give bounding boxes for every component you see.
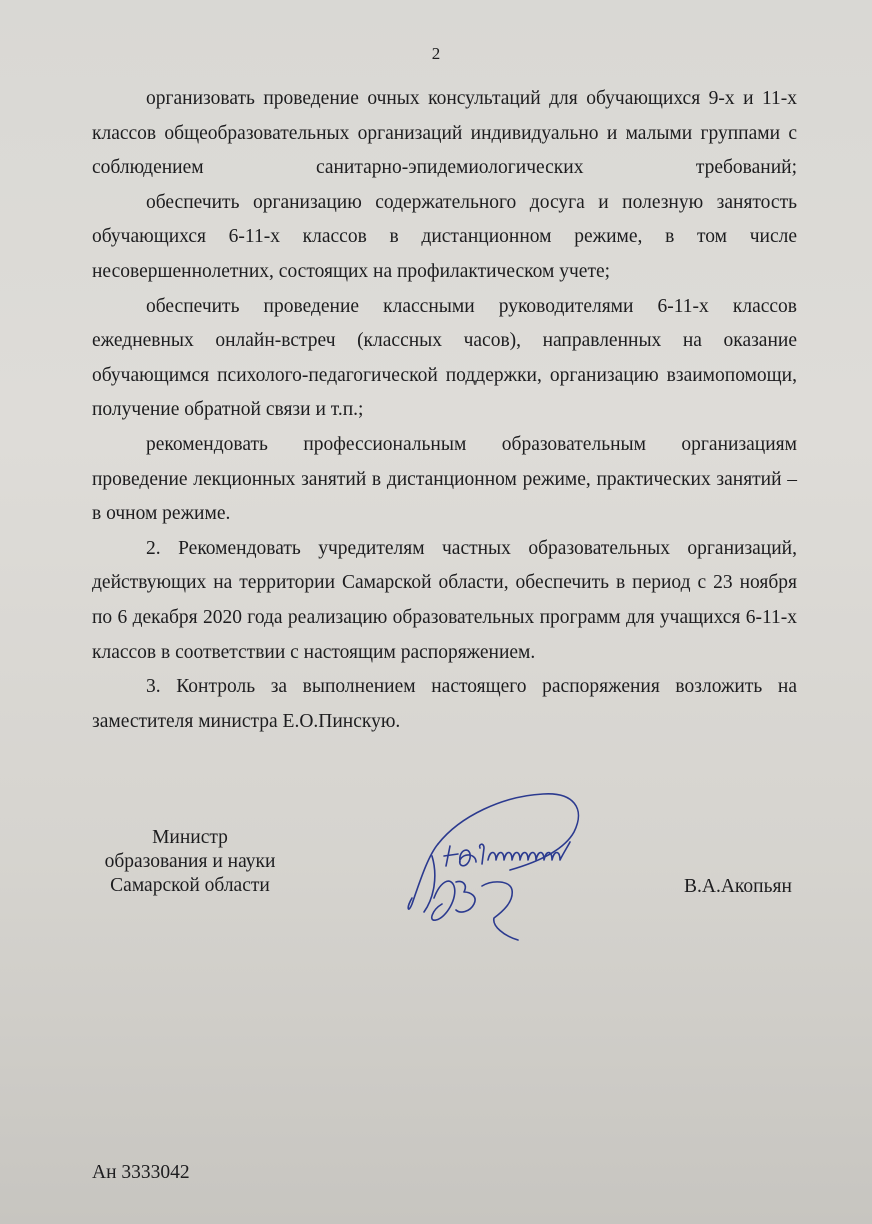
paragraph-vocational: рекомендовать профессиональным образовательным организациям проведение лекционных занятий в дистанционном режиме, практических занятий – в очном режиме. — [92, 433, 797, 525]
page-number: 2 — [431, 44, 441, 63]
paragraph-online-meetings: обеспечить проведение классными руководителями 6-11-х классов ежедневных онлайн-встреч (классных часов), направленных на оказание обучающимся психолого-педагогической поддержки, организацию взаимопомощи, получение обратной связи и т.п.; — [92, 295, 797, 421]
paragraph-control: 3. Контроль за выполнением настоящего распоряжения возложить на заместителя министра Е.О.Пинскую. — [92, 676, 797, 732]
document-body — [92, 82, 797, 739]
paragraph-leisure: обеспечить организацию содержательного досуга и полезную занятость обучающихся 6-11-х классов в дистанционном режиме, в том числе несовершеннолетних, состоящих на профилактическом учете; — [92, 191, 797, 282]
signatory-title-line-3: Самарской области — [110, 875, 270, 896]
signatory-title-line-1: Министр — [152, 827, 228, 848]
signatory-title — [90, 826, 290, 898]
signatory-title-line-2: образования и науки — [104, 851, 276, 872]
paragraph-consultations: организовать проведение очных консультаций для обучающихся 9-х и 11-х классов общеобразовательных организаций индивидуально и малыми группами с соблюдением санитарно-эпидемиологических требований; — [92, 88, 797, 179]
document-code: Ан 3333042 — [92, 1162, 190, 1183]
handwritten-signature — [398, 786, 598, 946]
paragraph-private-schools: 2. Рекомендовать учредителям частных образовательных организаций, действующих на территории Самарской области, обеспечить в период с 23 ноября по 6 декабря 2020 года реализацию образовательных программ для учащихся 6-11-х классов в соответствии с настоящим распоряжением. — [92, 537, 797, 663]
signatory-name: В.А.Акопьян — [684, 876, 792, 897]
